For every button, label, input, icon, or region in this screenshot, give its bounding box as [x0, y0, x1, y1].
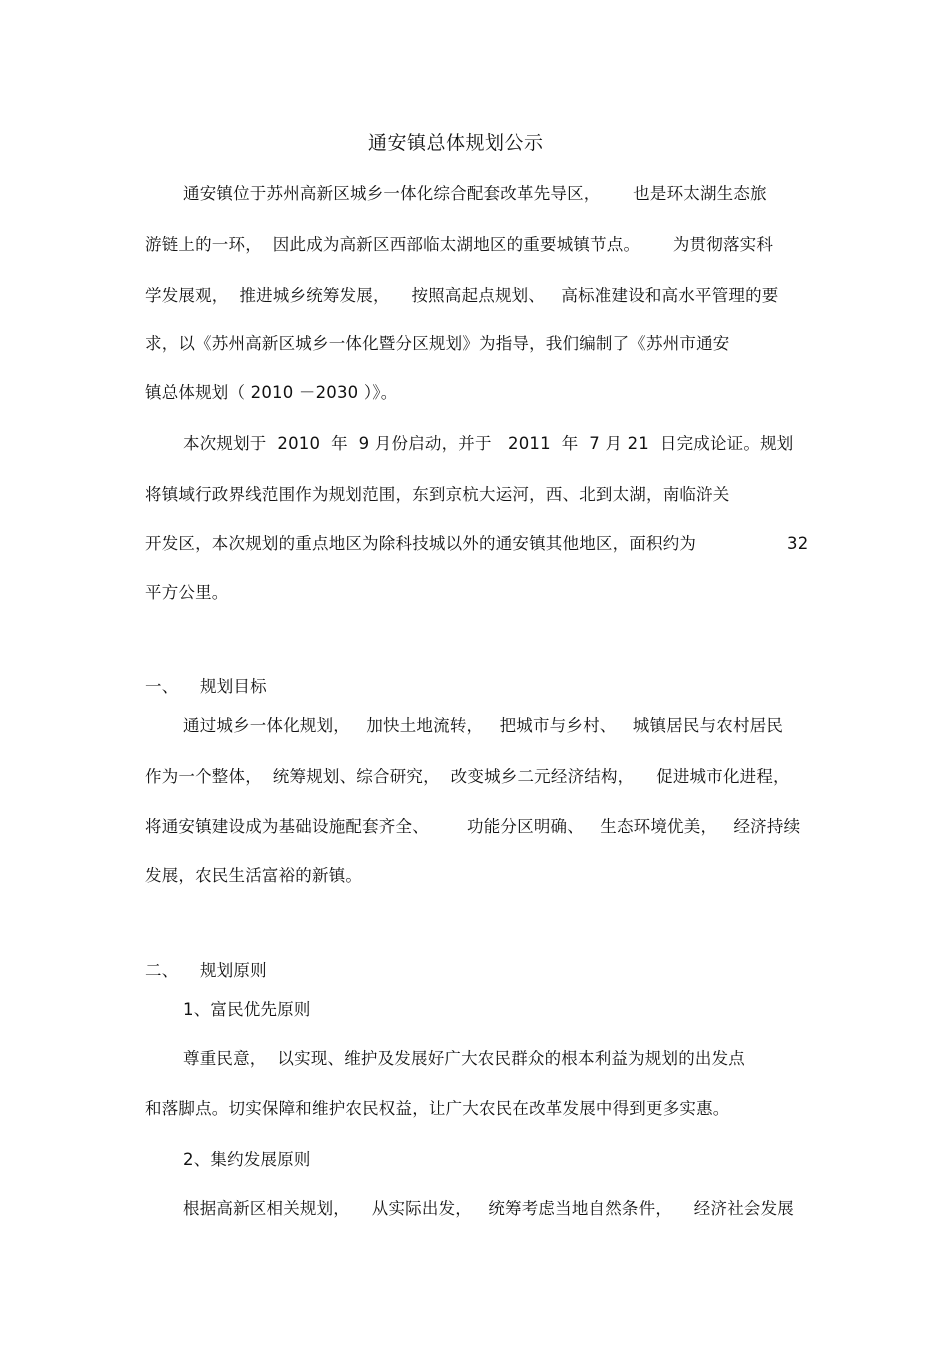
paragraph-line: 发展，农民生活富裕的新镇。 — [145, 866, 363, 885]
paragraph-line: 将通安镇建设成为基础设施配套齐全、 功能分区明确、 生态环境优美， 经济持续 — [145, 817, 801, 836]
paragraph-line: 求，以《苏州高新区城乡一体化暨分区规划》为指导，我们编制了《苏州市通安 — [145, 334, 730, 353]
paragraph-line: 镇总体规划（ 2010 －2030 ）》。 — [145, 383, 398, 402]
paragraph-line: 和落脚点。切实保障和维护农民权益，让广大农民在改革发展中得到更多实惠。 — [145, 1099, 730, 1118]
subsection-heading: 1、富民优先原则 — [183, 1000, 311, 1019]
section-number: 一、 — [145, 677, 179, 696]
paragraph-line: 根据高新区相关规划， 从实际出发， 统筹考虑当地自然条件， 经济社会发展 — [183, 1199, 794, 1218]
subsection-heading: 2、集约发展原则 — [183, 1150, 311, 1169]
paragraph-line: 尊重民意， 以实现、维护及发展好广大农民群众的根本利益为规划的出发点 — [183, 1049, 745, 1068]
paragraph-line: 通安镇位于苏州高新区城乡一体化综合配套改革先导区， 也是环太湖生态旅 — [183, 184, 767, 203]
paragraph-line: 本次规划于 2010 年 9 月份启动，并于 2011 年 7 月 21 日完成论证。规划 — [183, 434, 794, 453]
paragraph-line: 开发区，本次规划的重点地区为除科技城以外的通安镇其他地区，面积约为 — [145, 534, 697, 553]
paragraph-line: 将镇域行政界线范围作为规划范围，东到京杭大运河，西、北到太湖，南临浒关 — [145, 485, 730, 504]
paragraph-line: 游链上的一环， 因此成为高新区西部临太湖地区的重要城镇节点。 为贯彻落实科 — [145, 235, 774, 254]
paragraph-line: 32 — [787, 534, 809, 553]
paragraph-line: 平方公里。 — [145, 583, 229, 602]
document-title: 通安镇总体规划公示 — [368, 132, 544, 154]
section-heading: 规划目标 — [200, 677, 267, 696]
section-number: 二、 — [145, 961, 179, 980]
paragraph-line: 学发展观， 推进城乡统筹发展， 按照高起点规划、 高标准建设和高水平管理的要 — [145, 286, 779, 305]
paragraph-line: 通过城乡一体化规划， 加快土地流转， 把城市与乡村、 城镇居民与农村居民 — [183, 716, 784, 735]
section-heading: 规划原则 — [200, 961, 267, 980]
paragraph-line: 作为一个整体， 统筹规划、综合研究， 改变城乡二元经济结构， 促进城市化进程， — [145, 767, 790, 786]
